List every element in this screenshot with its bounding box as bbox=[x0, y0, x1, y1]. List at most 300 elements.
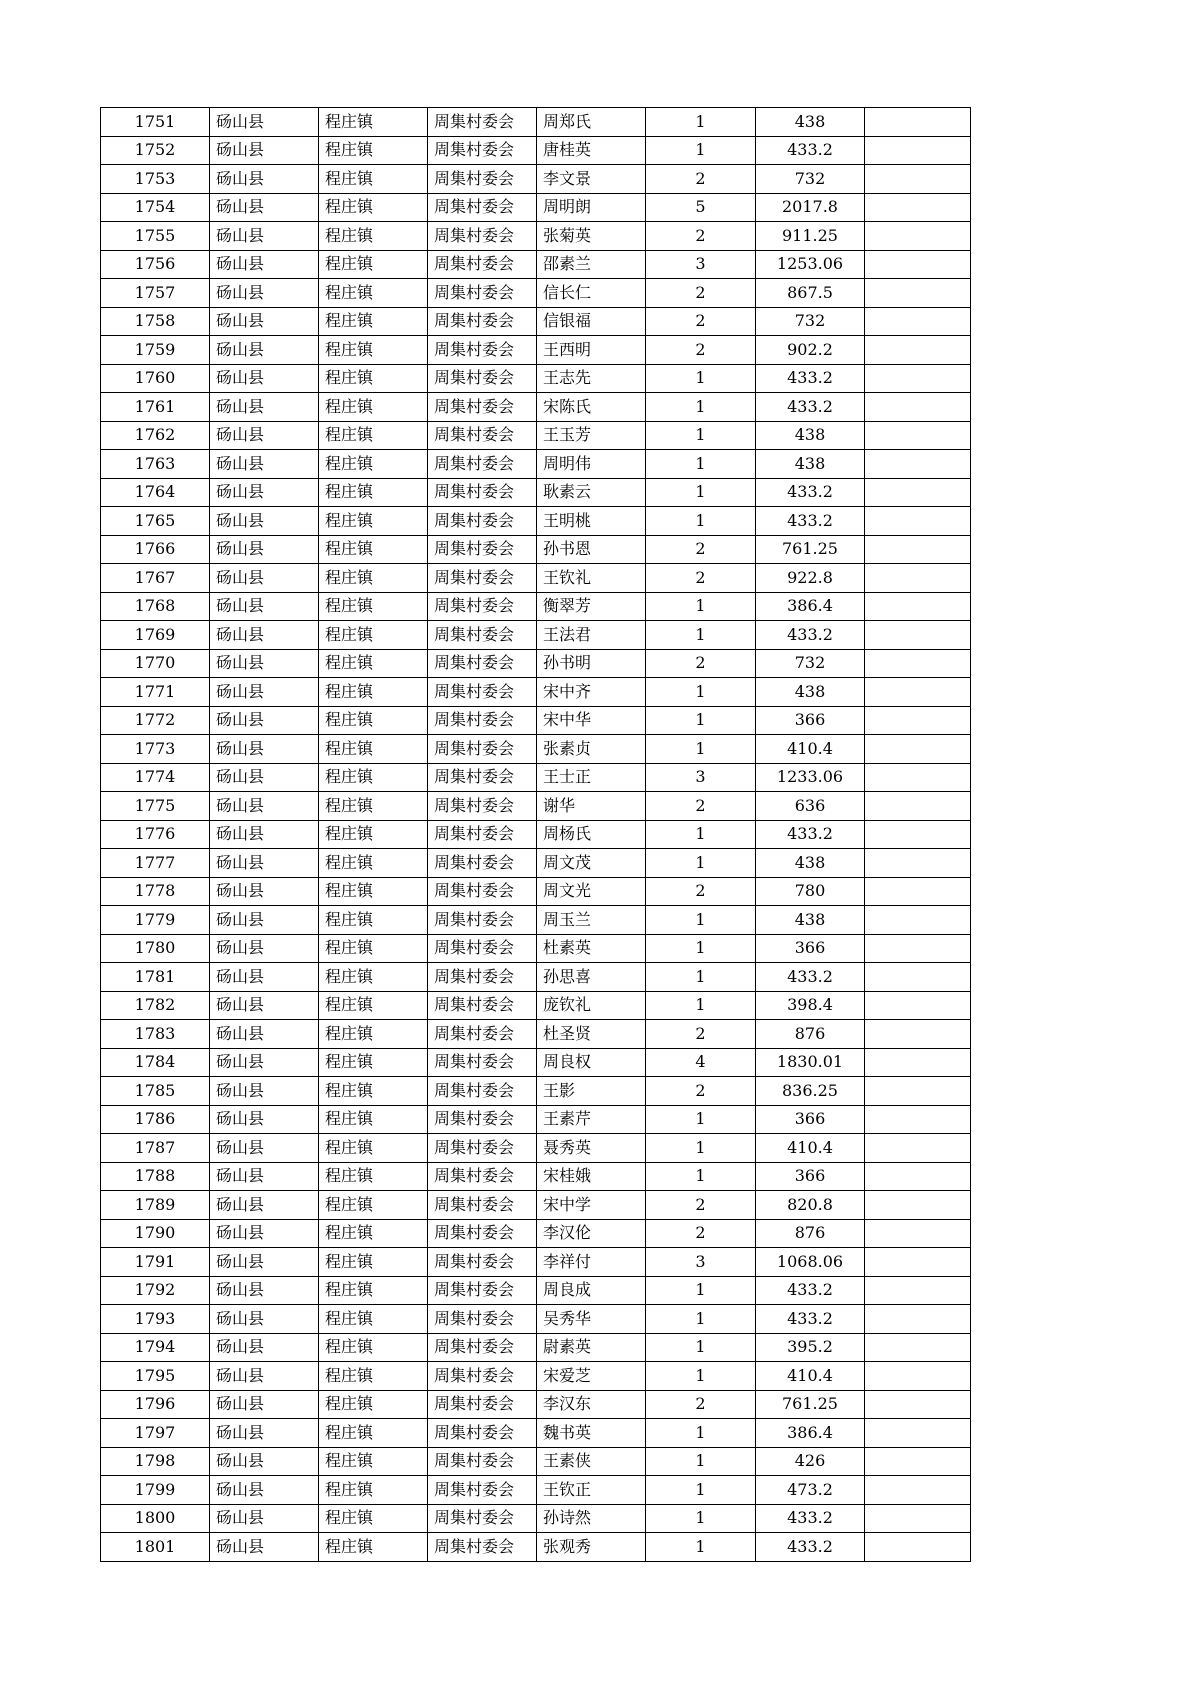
town-cell: 程庄镇 bbox=[319, 1333, 428, 1362]
table-row bbox=[101, 735, 971, 764]
county-cell: 砀山县 bbox=[210, 763, 319, 792]
town-cell: 程庄镇 bbox=[319, 1048, 428, 1077]
village-cell: 周集村委会 bbox=[428, 678, 537, 707]
name-cell: 王影 bbox=[537, 1077, 646, 1106]
village-cell: 周集村委会 bbox=[428, 1504, 537, 1533]
table-body bbox=[101, 108, 971, 1562]
town-cell: 程庄镇 bbox=[319, 621, 428, 650]
serial-number-cell: 1756 bbox=[101, 250, 210, 279]
count-cell: 3 bbox=[646, 763, 756, 792]
note-cell bbox=[865, 450, 971, 479]
count-cell: 1 bbox=[646, 1276, 756, 1305]
note-cell bbox=[865, 1134, 971, 1163]
note-cell bbox=[865, 1504, 971, 1533]
serial-number-cell: 1778 bbox=[101, 877, 210, 906]
village-cell: 周集村委会 bbox=[428, 136, 537, 165]
note-cell bbox=[865, 1276, 971, 1305]
town-cell: 程庄镇 bbox=[319, 934, 428, 963]
table-row bbox=[101, 165, 971, 194]
note-cell bbox=[865, 1020, 971, 1049]
serial-number-cell: 1781 bbox=[101, 963, 210, 992]
town-cell: 程庄镇 bbox=[319, 649, 428, 678]
name-cell: 李汉伦 bbox=[537, 1219, 646, 1248]
table-row bbox=[101, 849, 971, 878]
town-cell: 程庄镇 bbox=[319, 1162, 428, 1191]
note-cell bbox=[865, 250, 971, 279]
town-cell: 程庄镇 bbox=[319, 678, 428, 707]
table-row bbox=[101, 421, 971, 450]
note-cell bbox=[865, 307, 971, 336]
amount-cell: 2017.8 bbox=[756, 193, 865, 222]
name-cell: 张菊英 bbox=[537, 222, 646, 251]
name-cell: 张素贞 bbox=[537, 735, 646, 764]
name-cell: 王钦正 bbox=[537, 1476, 646, 1505]
table-row bbox=[101, 621, 971, 650]
town-cell: 程庄镇 bbox=[319, 250, 428, 279]
table-row bbox=[101, 564, 971, 593]
village-cell: 周集村委会 bbox=[428, 706, 537, 735]
name-cell: 宋中齐 bbox=[537, 678, 646, 707]
amount-cell: 395.2 bbox=[756, 1333, 865, 1362]
table-row bbox=[101, 991, 971, 1020]
name-cell: 周良权 bbox=[537, 1048, 646, 1077]
serial-number-cell: 1797 bbox=[101, 1419, 210, 1448]
name-cell: 周杨氏 bbox=[537, 820, 646, 849]
table-row bbox=[101, 1447, 971, 1476]
count-cell: 2 bbox=[646, 279, 756, 308]
village-cell: 周集村委会 bbox=[428, 535, 537, 564]
amount-cell: 1830.01 bbox=[756, 1048, 865, 1077]
serial-number-cell: 1767 bbox=[101, 564, 210, 593]
village-cell: 周集村委会 bbox=[428, 250, 537, 279]
amount-cell: 433.2 bbox=[756, 393, 865, 422]
village-cell: 周集村委会 bbox=[428, 649, 537, 678]
county-cell: 砀山县 bbox=[210, 336, 319, 365]
table-row bbox=[101, 1248, 971, 1277]
amount-cell: 438 bbox=[756, 108, 865, 137]
serial-number-cell: 1771 bbox=[101, 678, 210, 707]
count-cell: 1 bbox=[646, 1504, 756, 1533]
county-cell: 砀山县 bbox=[210, 1048, 319, 1077]
table-row bbox=[101, 279, 971, 308]
amount-cell: 732 bbox=[756, 165, 865, 194]
village-cell: 周集村委会 bbox=[428, 1447, 537, 1476]
village-cell: 周集村委会 bbox=[428, 1105, 537, 1134]
count-cell: 2 bbox=[646, 564, 756, 593]
village-cell: 周集村委会 bbox=[428, 621, 537, 650]
serial-number-cell: 1765 bbox=[101, 507, 210, 536]
amount-cell: 911.25 bbox=[756, 222, 865, 251]
amount-cell: 438 bbox=[756, 678, 865, 707]
name-cell: 宋中学 bbox=[537, 1191, 646, 1220]
amount-cell: 780 bbox=[756, 877, 865, 906]
amount-cell: 438 bbox=[756, 906, 865, 935]
count-cell: 4 bbox=[646, 1048, 756, 1077]
town-cell: 程庄镇 bbox=[319, 136, 428, 165]
note-cell bbox=[865, 279, 971, 308]
name-cell: 王法君 bbox=[537, 621, 646, 650]
count-cell: 1 bbox=[646, 108, 756, 137]
amount-cell: 433.2 bbox=[756, 1504, 865, 1533]
serial-number-cell: 1772 bbox=[101, 706, 210, 735]
village-cell: 周集村委会 bbox=[428, 421, 537, 450]
town-cell: 程庄镇 bbox=[319, 507, 428, 536]
county-cell: 砀山县 bbox=[210, 1305, 319, 1334]
note-cell bbox=[865, 336, 971, 365]
note-cell bbox=[865, 934, 971, 963]
table-row bbox=[101, 535, 971, 564]
county-cell: 砀山县 bbox=[210, 1105, 319, 1134]
count-cell: 1 bbox=[646, 1305, 756, 1334]
town-cell: 程庄镇 bbox=[319, 108, 428, 137]
name-cell: 周郑氏 bbox=[537, 108, 646, 137]
amount-cell: 366 bbox=[756, 1162, 865, 1191]
county-cell: 砀山县 bbox=[210, 393, 319, 422]
town-cell: 程庄镇 bbox=[319, 564, 428, 593]
note-cell bbox=[865, 1191, 971, 1220]
amount-cell: 438 bbox=[756, 450, 865, 479]
table-row bbox=[101, 136, 971, 165]
note-cell bbox=[865, 1077, 971, 1106]
county-cell: 砀山县 bbox=[210, 649, 319, 678]
amount-cell: 433.2 bbox=[756, 621, 865, 650]
village-cell: 周集村委会 bbox=[428, 507, 537, 536]
county-cell: 砀山县 bbox=[210, 478, 319, 507]
count-cell: 2 bbox=[646, 336, 756, 365]
serial-number-cell: 1775 bbox=[101, 792, 210, 821]
note-cell bbox=[865, 906, 971, 935]
note-cell bbox=[865, 678, 971, 707]
name-cell: 尉素英 bbox=[537, 1333, 646, 1362]
village-cell: 周集村委会 bbox=[428, 1191, 537, 1220]
amount-cell: 386.4 bbox=[756, 592, 865, 621]
name-cell: 周文茂 bbox=[537, 849, 646, 878]
village-cell: 周集村委会 bbox=[428, 279, 537, 308]
serial-number-cell: 1783 bbox=[101, 1020, 210, 1049]
note-cell bbox=[865, 706, 971, 735]
amount-cell: 761.25 bbox=[756, 535, 865, 564]
county-cell: 砀山县 bbox=[210, 193, 319, 222]
town-cell: 程庄镇 bbox=[319, 1077, 428, 1106]
serial-number-cell: 1793 bbox=[101, 1305, 210, 1334]
count-cell: 2 bbox=[646, 307, 756, 336]
note-cell bbox=[865, 1048, 971, 1077]
county-cell: 砀山县 bbox=[210, 592, 319, 621]
county-cell: 砀山县 bbox=[210, 279, 319, 308]
note-cell bbox=[865, 1476, 971, 1505]
count-cell: 1 bbox=[646, 507, 756, 536]
town-cell: 程庄镇 bbox=[319, 1134, 428, 1163]
town-cell: 程庄镇 bbox=[319, 1504, 428, 1533]
table-row bbox=[101, 450, 971, 479]
town-cell: 程庄镇 bbox=[319, 421, 428, 450]
county-cell: 砀山县 bbox=[210, 792, 319, 821]
table-row bbox=[101, 1419, 971, 1448]
serial-number-cell: 1789 bbox=[101, 1191, 210, 1220]
town-cell: 程庄镇 bbox=[319, 1276, 428, 1305]
village-cell: 周集村委会 bbox=[428, 478, 537, 507]
town-cell: 程庄镇 bbox=[319, 1447, 428, 1476]
village-cell: 周集村委会 bbox=[428, 307, 537, 336]
village-cell: 周集村委会 bbox=[428, 222, 537, 251]
town-cell: 程庄镇 bbox=[319, 735, 428, 764]
note-cell bbox=[865, 820, 971, 849]
village-cell: 周集村委会 bbox=[428, 193, 537, 222]
table-row bbox=[101, 1134, 971, 1163]
county-cell: 砀山县 bbox=[210, 1390, 319, 1419]
count-cell: 1 bbox=[646, 706, 756, 735]
amount-cell: 1253.06 bbox=[756, 250, 865, 279]
note-cell bbox=[865, 1333, 971, 1362]
table-row bbox=[101, 307, 971, 336]
county-cell: 砀山县 bbox=[210, 991, 319, 1020]
name-cell: 宋爱芝 bbox=[537, 1362, 646, 1391]
note-cell bbox=[865, 649, 971, 678]
table-row bbox=[101, 478, 971, 507]
note-cell bbox=[865, 478, 971, 507]
town-cell: 程庄镇 bbox=[319, 1191, 428, 1220]
serial-number-cell: 1763 bbox=[101, 450, 210, 479]
county-cell: 砀山县 bbox=[210, 1219, 319, 1248]
note-cell bbox=[865, 136, 971, 165]
town-cell: 程庄镇 bbox=[319, 820, 428, 849]
table-row bbox=[101, 1162, 971, 1191]
name-cell: 李汉东 bbox=[537, 1390, 646, 1419]
county-cell: 砀山县 bbox=[210, 364, 319, 393]
note-cell bbox=[865, 507, 971, 536]
town-cell: 程庄镇 bbox=[319, 877, 428, 906]
town-cell: 程庄镇 bbox=[319, 706, 428, 735]
amount-cell: 366 bbox=[756, 1105, 865, 1134]
amount-cell: 410.4 bbox=[756, 1134, 865, 1163]
town-cell: 程庄镇 bbox=[319, 364, 428, 393]
town-cell: 程庄镇 bbox=[319, 165, 428, 194]
amount-cell: 732 bbox=[756, 649, 865, 678]
name-cell: 王素芹 bbox=[537, 1105, 646, 1134]
amount-cell: 433.2 bbox=[756, 1533, 865, 1562]
note-cell bbox=[865, 792, 971, 821]
note-cell bbox=[865, 963, 971, 992]
county-cell: 砀山县 bbox=[210, 820, 319, 849]
serial-number-cell: 1776 bbox=[101, 820, 210, 849]
note-cell bbox=[865, 1305, 971, 1334]
amount-cell: 433.2 bbox=[756, 1276, 865, 1305]
county-cell: 砀山县 bbox=[210, 136, 319, 165]
name-cell: 魏书英 bbox=[537, 1419, 646, 1448]
table-row bbox=[101, 877, 971, 906]
village-cell: 周集村委会 bbox=[428, 1248, 537, 1277]
name-cell: 周文光 bbox=[537, 877, 646, 906]
town-cell: 程庄镇 bbox=[319, 393, 428, 422]
table-row bbox=[101, 193, 971, 222]
village-cell: 周集村委会 bbox=[428, 1362, 537, 1391]
village-cell: 周集村委会 bbox=[428, 1419, 537, 1448]
county-cell: 砀山县 bbox=[210, 706, 319, 735]
note-cell bbox=[865, 1248, 971, 1277]
serial-number-cell: 1760 bbox=[101, 364, 210, 393]
note-cell bbox=[865, 421, 971, 450]
town-cell: 程庄镇 bbox=[319, 336, 428, 365]
serial-number-cell: 1754 bbox=[101, 193, 210, 222]
count-cell: 2 bbox=[646, 535, 756, 564]
amount-cell: 438 bbox=[756, 421, 865, 450]
serial-number-cell: 1784 bbox=[101, 1048, 210, 1077]
note-cell bbox=[865, 193, 971, 222]
county-cell: 砀山县 bbox=[210, 421, 319, 450]
table-row bbox=[101, 336, 971, 365]
count-cell: 1 bbox=[646, 450, 756, 479]
village-cell: 周集村委会 bbox=[428, 108, 537, 137]
note-cell bbox=[865, 849, 971, 878]
serial-number-cell: 1787 bbox=[101, 1134, 210, 1163]
serial-number-cell: 1780 bbox=[101, 934, 210, 963]
count-cell: 2 bbox=[646, 222, 756, 251]
name-cell: 耿素云 bbox=[537, 478, 646, 507]
amount-cell: 398.4 bbox=[756, 991, 865, 1020]
amount-cell: 867.5 bbox=[756, 279, 865, 308]
county-cell: 砀山县 bbox=[210, 507, 319, 536]
serial-number-cell: 1768 bbox=[101, 592, 210, 621]
village-cell: 周集村委会 bbox=[428, 1476, 537, 1505]
table-row bbox=[101, 1219, 971, 1248]
name-cell: 孙书明 bbox=[537, 649, 646, 678]
count-cell: 1 bbox=[646, 934, 756, 963]
name-cell: 宋中华 bbox=[537, 706, 646, 735]
village-cell: 周集村委会 bbox=[428, 450, 537, 479]
town-cell: 程庄镇 bbox=[319, 307, 428, 336]
serial-number-cell: 1762 bbox=[101, 421, 210, 450]
count-cell: 1 bbox=[646, 991, 756, 1020]
town-cell: 程庄镇 bbox=[319, 991, 428, 1020]
town-cell: 程庄镇 bbox=[319, 1020, 428, 1049]
count-cell: 2 bbox=[646, 165, 756, 194]
village-cell: 周集村委会 bbox=[428, 1020, 537, 1049]
village-cell: 周集村委会 bbox=[428, 934, 537, 963]
town-cell: 程庄镇 bbox=[319, 478, 428, 507]
serial-number-cell: 1759 bbox=[101, 336, 210, 365]
table-row bbox=[101, 1276, 971, 1305]
serial-number-cell: 1770 bbox=[101, 649, 210, 678]
village-cell: 周集村委会 bbox=[428, 820, 537, 849]
name-cell: 周良成 bbox=[537, 1276, 646, 1305]
village-cell: 周集村委会 bbox=[428, 1162, 537, 1191]
county-cell: 砀山县 bbox=[210, 1162, 319, 1191]
count-cell: 3 bbox=[646, 250, 756, 279]
table-row bbox=[101, 1020, 971, 1049]
amount-cell: 433.2 bbox=[756, 136, 865, 165]
serial-number-cell: 1800 bbox=[101, 1504, 210, 1533]
count-cell: 2 bbox=[646, 1219, 756, 1248]
town-cell: 程庄镇 bbox=[319, 193, 428, 222]
table-row bbox=[101, 763, 971, 792]
note-cell bbox=[865, 1447, 971, 1476]
amount-cell: 410.4 bbox=[756, 735, 865, 764]
serial-number-cell: 1788 bbox=[101, 1162, 210, 1191]
note-cell bbox=[865, 222, 971, 251]
note-cell bbox=[865, 1105, 971, 1134]
town-cell: 程庄镇 bbox=[319, 1248, 428, 1277]
table-row bbox=[101, 1476, 971, 1505]
table-row bbox=[101, 706, 971, 735]
town-cell: 程庄镇 bbox=[319, 792, 428, 821]
name-cell: 衡翠芳 bbox=[537, 592, 646, 621]
table-row bbox=[101, 1077, 971, 1106]
town-cell: 程庄镇 bbox=[319, 450, 428, 479]
count-cell: 1 bbox=[646, 906, 756, 935]
village-cell: 周集村委会 bbox=[428, 393, 537, 422]
serial-number-cell: 1752 bbox=[101, 136, 210, 165]
table-row bbox=[101, 393, 971, 422]
serial-number-cell: 1790 bbox=[101, 1219, 210, 1248]
amount-cell: 433.2 bbox=[756, 478, 865, 507]
serial-number-cell: 1766 bbox=[101, 535, 210, 564]
count-cell: 1 bbox=[646, 820, 756, 849]
count-cell: 1 bbox=[646, 1533, 756, 1562]
serial-number-cell: 1773 bbox=[101, 735, 210, 764]
serial-number-cell: 1792 bbox=[101, 1276, 210, 1305]
amount-cell: 876 bbox=[756, 1219, 865, 1248]
name-cell: 周玉兰 bbox=[537, 906, 646, 935]
count-cell: 1 bbox=[646, 1134, 756, 1163]
name-cell: 吴秀华 bbox=[537, 1305, 646, 1334]
name-cell: 庞钦礼 bbox=[537, 991, 646, 1020]
name-cell: 王钦礼 bbox=[537, 564, 646, 593]
name-cell: 王西明 bbox=[537, 336, 646, 365]
table-row bbox=[101, 820, 971, 849]
village-cell: 周集村委会 bbox=[428, 336, 537, 365]
note-cell bbox=[865, 735, 971, 764]
amount-cell: 433.2 bbox=[756, 820, 865, 849]
county-cell: 砀山县 bbox=[210, 108, 319, 137]
serial-number-cell: 1758 bbox=[101, 307, 210, 336]
name-cell: 王志先 bbox=[537, 364, 646, 393]
village-cell: 周集村委会 bbox=[428, 991, 537, 1020]
table-row bbox=[101, 250, 971, 279]
table-row bbox=[101, 1533, 971, 1562]
amount-cell: 433.2 bbox=[756, 507, 865, 536]
amount-cell: 473.2 bbox=[756, 1476, 865, 1505]
name-cell: 周明朗 bbox=[537, 193, 646, 222]
table-row bbox=[101, 1105, 971, 1134]
note-cell bbox=[865, 1390, 971, 1419]
count-cell: 2 bbox=[646, 1077, 756, 1106]
town-cell: 程庄镇 bbox=[319, 1305, 428, 1334]
note-cell bbox=[865, 1219, 971, 1248]
table-row bbox=[101, 222, 971, 251]
serial-number-cell: 1761 bbox=[101, 393, 210, 422]
town-cell: 程庄镇 bbox=[319, 279, 428, 308]
count-cell: 5 bbox=[646, 193, 756, 222]
serial-number-cell: 1799 bbox=[101, 1476, 210, 1505]
amount-cell: 1233.06 bbox=[756, 763, 865, 792]
name-cell: 周明伟 bbox=[537, 450, 646, 479]
town-cell: 程庄镇 bbox=[319, 535, 428, 564]
town-cell: 程庄镇 bbox=[319, 1105, 428, 1134]
amount-cell: 433.2 bbox=[756, 1305, 865, 1334]
amount-cell: 820.8 bbox=[756, 1191, 865, 1220]
amount-cell: 366 bbox=[756, 706, 865, 735]
note-cell bbox=[865, 393, 971, 422]
note-cell bbox=[865, 535, 971, 564]
data-table bbox=[100, 107, 971, 1562]
name-cell: 李祥付 bbox=[537, 1248, 646, 1277]
county-cell: 砀山县 bbox=[210, 621, 319, 650]
count-cell: 1 bbox=[646, 963, 756, 992]
village-cell: 周集村委会 bbox=[428, 735, 537, 764]
table-row bbox=[101, 678, 971, 707]
count-cell: 1 bbox=[646, 1333, 756, 1362]
name-cell: 王玉芳 bbox=[537, 421, 646, 450]
